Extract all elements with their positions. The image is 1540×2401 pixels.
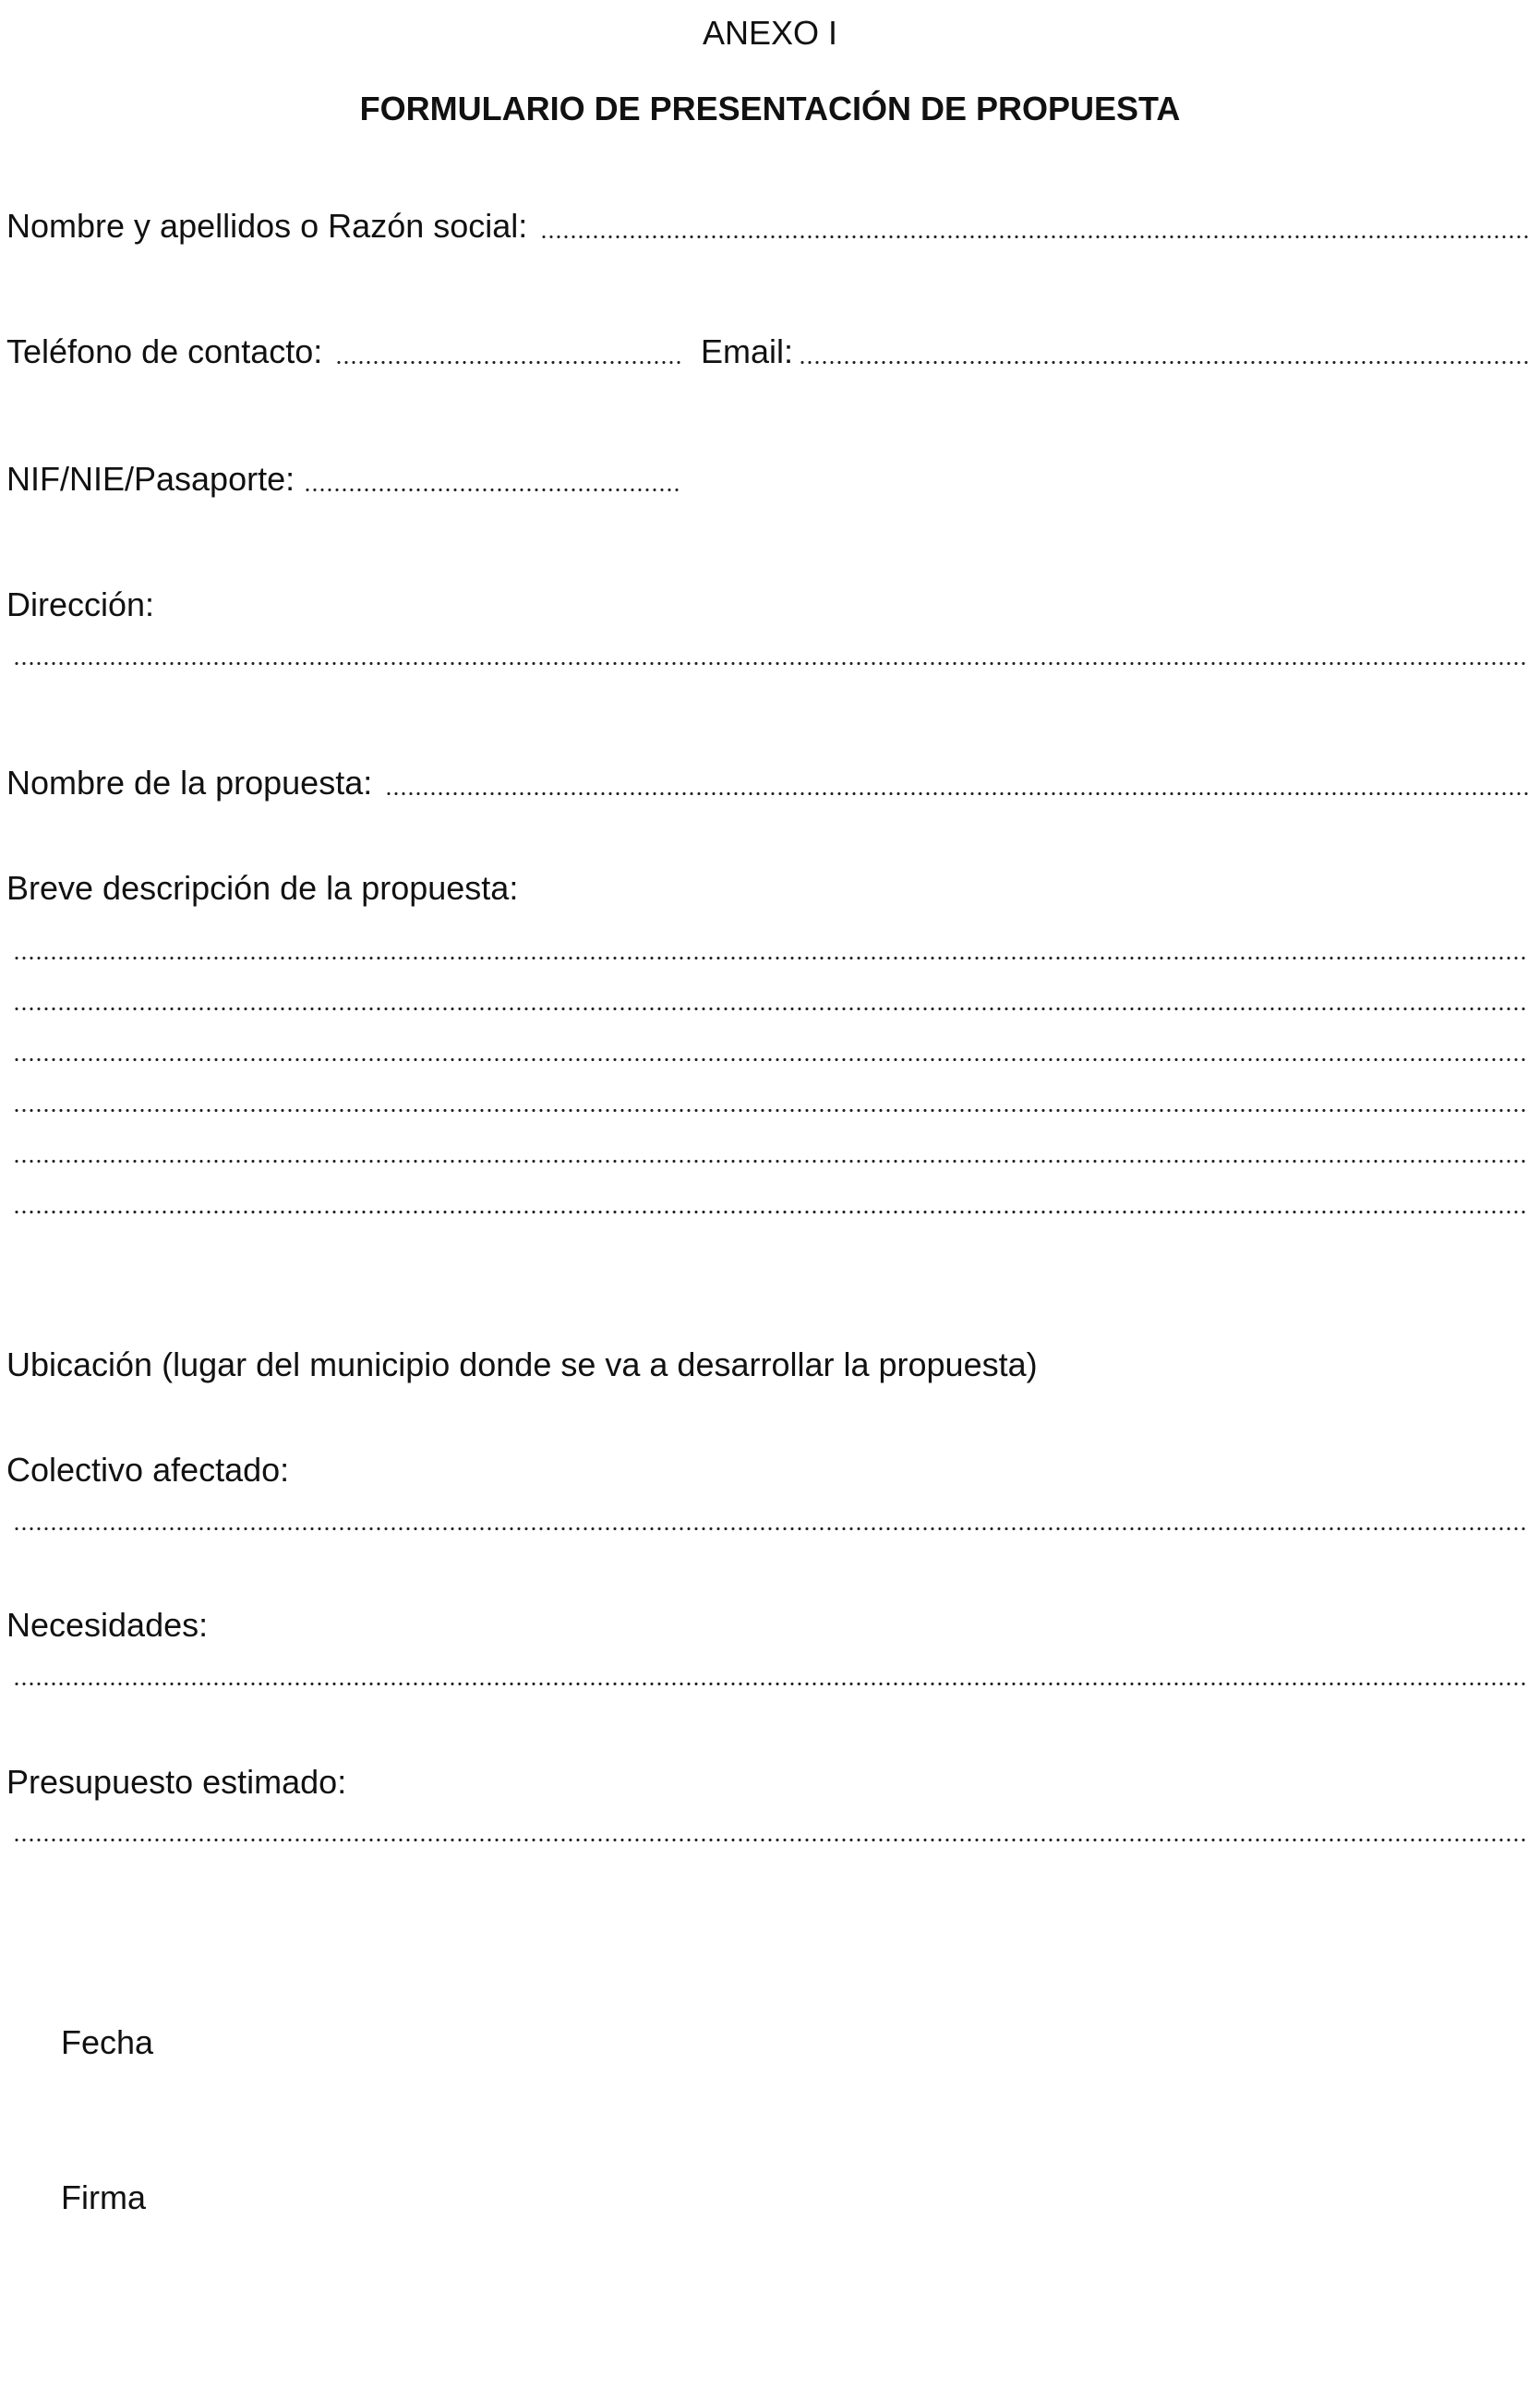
needs-label: Necesidades:: [6, 1606, 209, 1644]
proposal-name-label: Nombre de la propuesta:: [6, 764, 373, 802]
description-line-5[interactable]: [13, 1160, 1529, 1163]
address-dotted-line[interactable]: [13, 662, 1529, 665]
email-dotted-line[interactable]: [799, 361, 1529, 364]
phone-field[interactable]: [6, 332, 682, 372]
needs-dotted-line[interactable]: [13, 1683, 1529, 1685]
description-label: Breve descripción de la propuesta:: [6, 869, 519, 907]
phone-dotted-line[interactable]: [335, 361, 682, 364]
email-field[interactable]: [701, 332, 1529, 372]
proposal-name-dotted-line[interactable]: [385, 792, 1529, 795]
budget-label: Presupuesto estimado:: [6, 1763, 347, 1801]
group-label: Colectivo afectado:: [6, 1451, 290, 1489]
email-label: Email:: [701, 332, 794, 370]
phone-label: Teléfono de contacto:: [6, 332, 323, 370]
address-label: Dirección:: [6, 585, 155, 623]
id-label: NIF/NIE/Pasaporte:: [6, 460, 295, 498]
date-label: Fecha: [61, 2023, 154, 2061]
description-line-4[interactable]: [13, 1109, 1529, 1112]
form-title: FORMULARIO DE PRESENTACIÓN DE PROPUESTA: [359, 90, 1181, 127]
budget-dotted-line[interactable]: [13, 1839, 1529, 1841]
id-dotted-line[interactable]: [304, 489, 682, 491]
name-field[interactable]: [6, 206, 1529, 247]
name-label: Nombre y apellidos o Razón social:: [6, 207, 528, 245]
group-dotted-line[interactable]: [13, 1527, 1529, 1530]
signature-label: Firma: [61, 2178, 146, 2216]
name-dotted-line[interactable]: [540, 235, 1529, 238]
description-line-6[interactable]: [13, 1211, 1529, 1213]
id-field[interactable]: [6, 459, 682, 500]
description-line-1[interactable]: [13, 957, 1529, 959]
annex-heading: ANEXO I: [702, 14, 838, 52]
description-line-3[interactable]: [13, 1058, 1529, 1061]
description-line-2[interactable]: [13, 1007, 1529, 1010]
proposal-name-field[interactable]: [6, 763, 1529, 803]
location-label: Ubicación (lugar del municipio donde se va a desarrollar la propuesta): [6, 1345, 1038, 1383]
